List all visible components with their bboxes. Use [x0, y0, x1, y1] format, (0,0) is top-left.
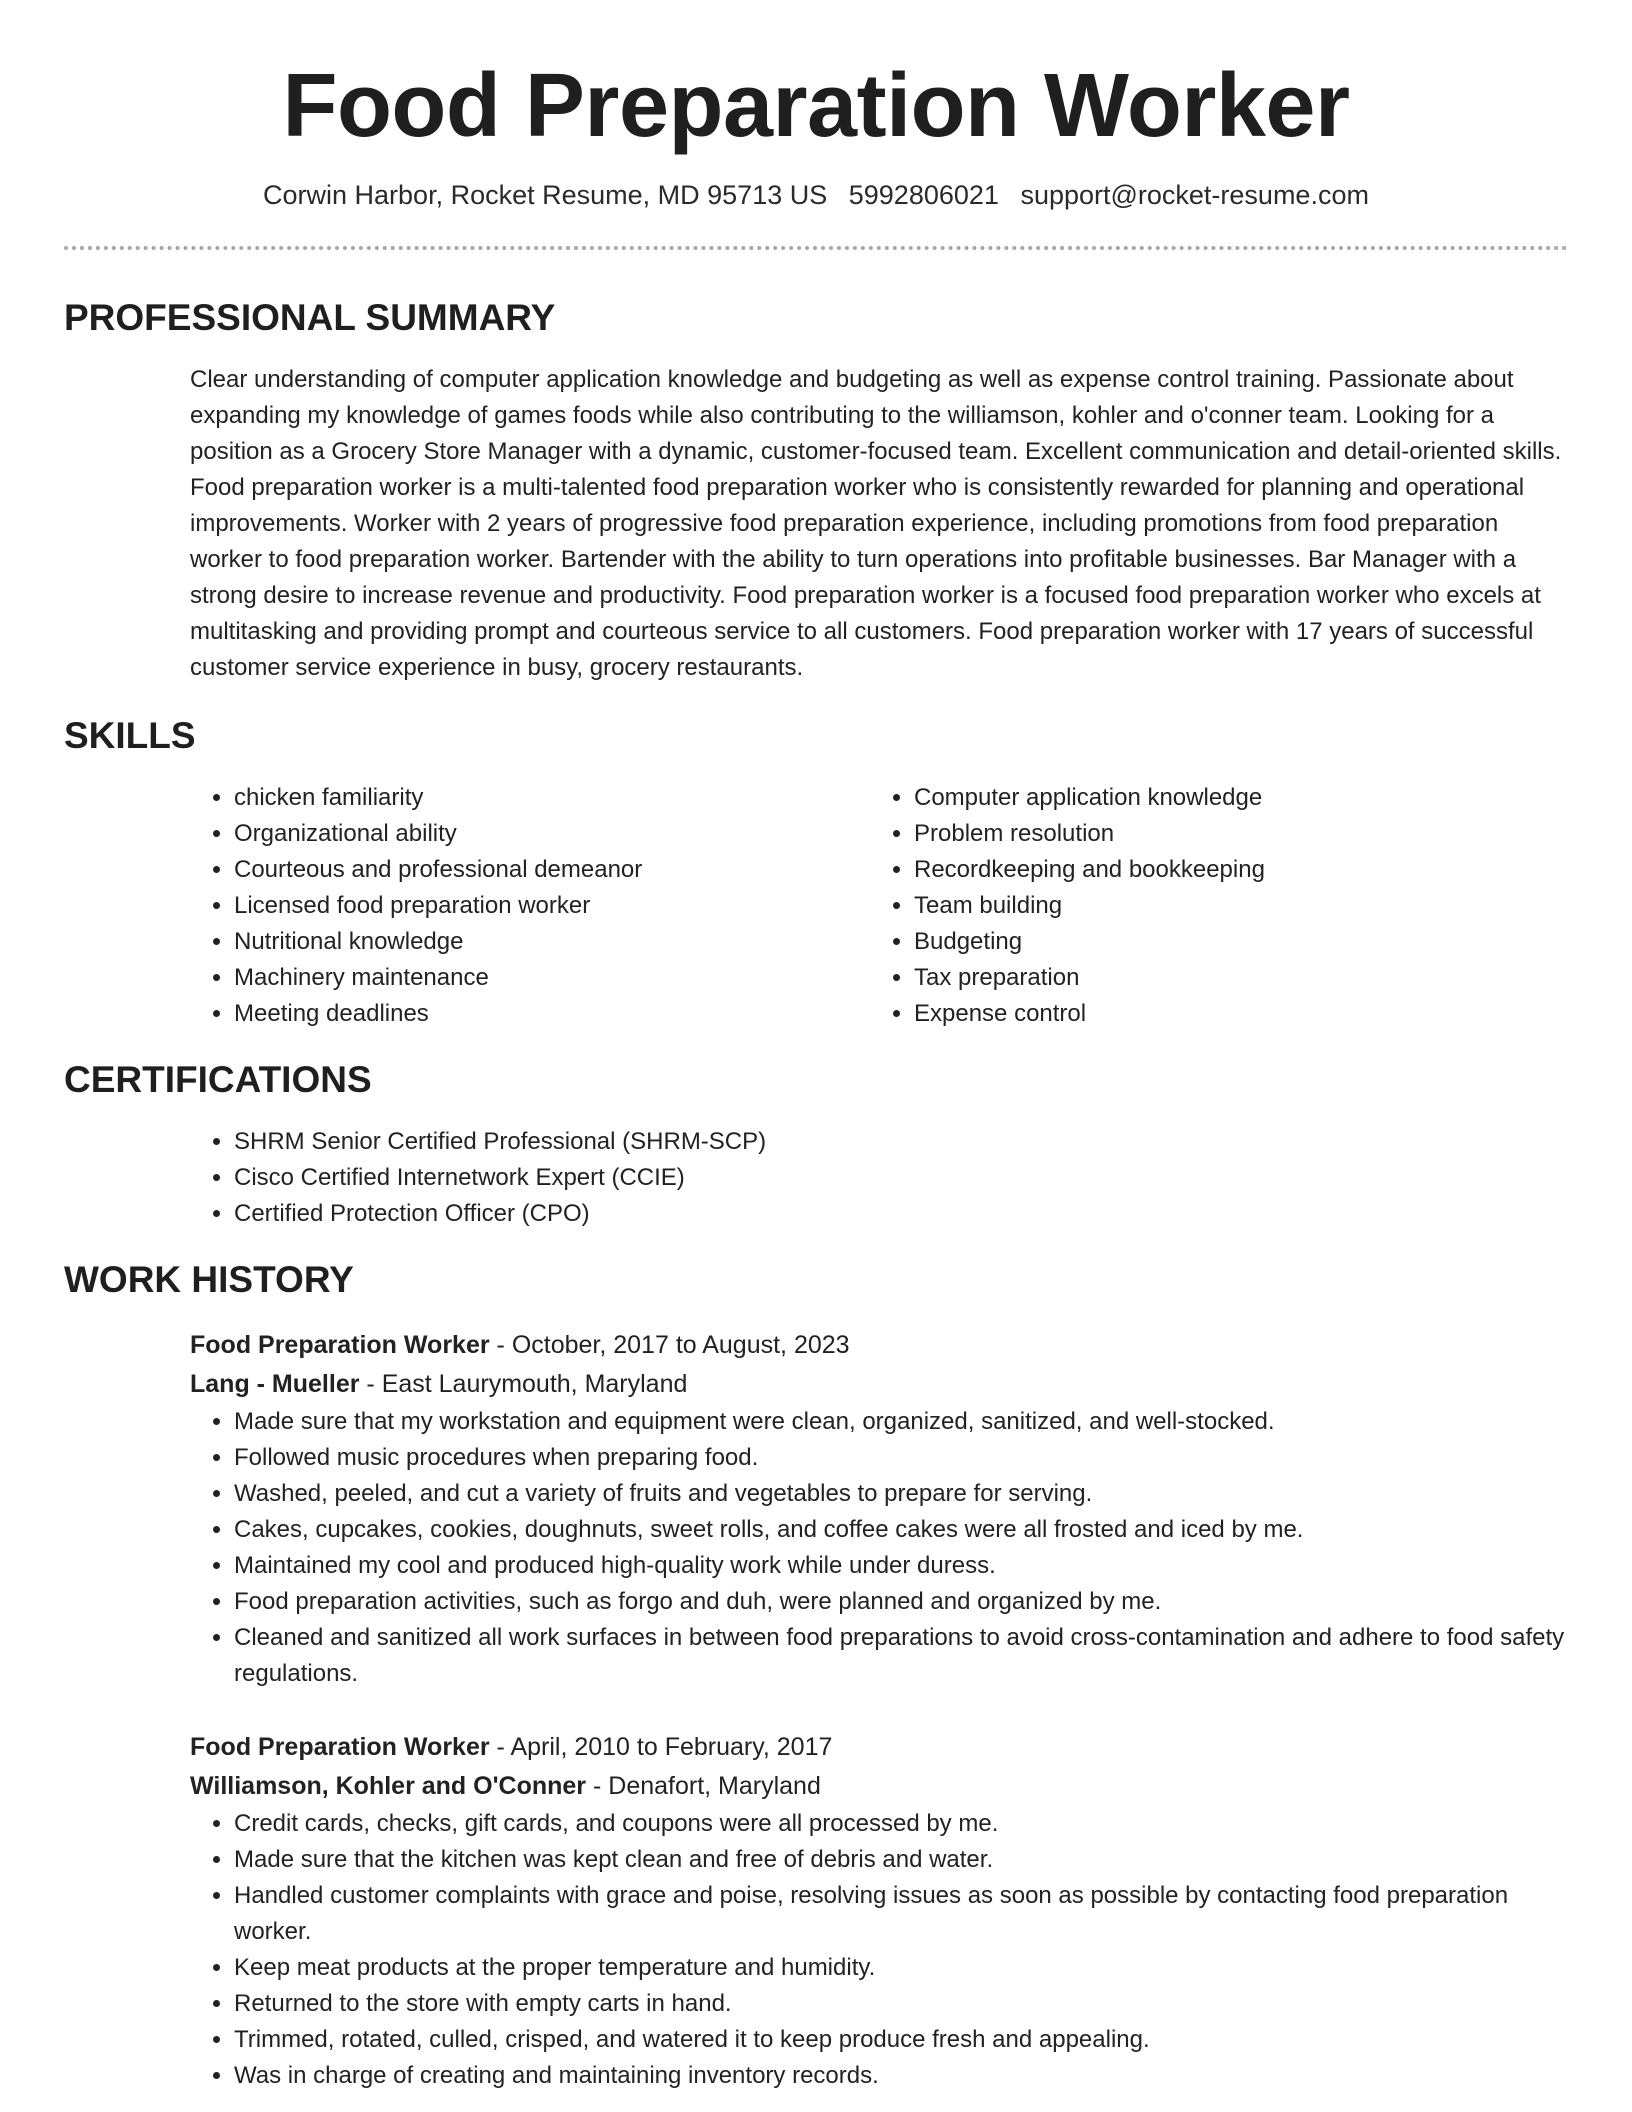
skill-item: • Tax preparation — [914, 960, 1550, 996]
separator: - — [489, 1331, 512, 1359]
job-location: Denafort, Maryland — [608, 1772, 821, 1800]
job-location: East Laurymouth, Maryland — [381, 1370, 688, 1398]
resume-page — [64, 0, 1568, 2094]
contact-phone: 5992806021 — [848, 180, 999, 210]
job-duty: • Washed, peeled, and cut a variety of fruits and vegetables to prepare for serving. — [234, 1476, 1568, 1512]
separator: - — [586, 1772, 609, 1800]
certification-item: • Cisco Certified Internetwork Expert (CCIE) — [234, 1160, 1568, 1196]
separator: - — [489, 1733, 511, 1761]
job-duty: • Cakes, cupcakes, cookies, doughnuts, sweet rolls, and coffee cakes were all frosted and iced by me. — [234, 1512, 1568, 1548]
job-company: Lang - Mueller — [190, 1370, 360, 1398]
skill-item: • chicken familiarity — [234, 780, 870, 816]
skill-item: • Expense control — [914, 996, 1550, 1032]
skill-item: • Licensed food preparation worker — [234, 888, 870, 924]
skills-column-right — [870, 780, 1550, 1032]
skill-item: • Team building — [914, 888, 1550, 924]
skill-item: • Courteous and professional demeanor — [234, 852, 870, 888]
job-title: Food Preparation Worker — [190, 1331, 490, 1359]
skills-grid — [190, 780, 1568, 1032]
contact-address: Corwin Harbor, Rocket Resume, MD 95713 US — [263, 180, 828, 210]
job-company-line — [190, 1365, 1568, 1404]
job-duty: • Maintained my cool and produced high-quality work while under duress. — [234, 1548, 1568, 1584]
job-dates: October, 2017 to August, 2023 — [511, 1331, 850, 1359]
job-entry — [190, 1326, 1568, 1692]
skills-list-left — [190, 780, 870, 1032]
job-duties-list — [190, 1806, 1568, 2094]
skill-item: • Nutritional knowledge — [234, 924, 870, 960]
job-duties-list — [190, 1404, 1568, 1692]
job-title: Food Preparation Worker — [190, 1733, 490, 1761]
job-duty: • Keep meat products at the proper temperature and humidity. — [234, 1950, 1568, 1986]
skills-list-right — [870, 780, 1550, 1032]
job-duty: • Made sure that my workstation and equipment were clean, organized, sanitized, and well-stocked. — [234, 1404, 1568, 1440]
job-duty: • Handled customer complaints with grace and poise, resolving issues as soon as possible by contacting food preparation worker. — [234, 1878, 1568, 1950]
job-company-line — [190, 1767, 1568, 1806]
summary-text: Clear understanding of computer application knowledge and budgeting as well as expense control training. Passionate about expanding my knowledge of games foods while also contributing to the williamson, kohler and o'conner team. Looking for a position as a Grocery Store Manager with a dynamic, customer-focused team. Excellent communication and detail-oriented skills. Food preparation worker is a multi-talented food preparation worker who is consistently rewarded for planning and operational improvements. Worker with 2 years of progressive food preparation experience, including promotions from food preparation worker to food preparation worker. Bartender with the ability to turn operations into profitable businesses. Bar Manager with a strong desire to increase revenue and productivity. Food preparation worker is a focused food preparation worker who excels at multitasking and providing prompt and courteous service to all customers. Food preparation worker with 17 years of successful customer service experience in busy, grocery restaurants. — [190, 366, 1562, 681]
job-duty: • Was in charge of creating and maintaining inventory records. — [234, 2058, 1568, 2094]
certifications-heading: CERTIFICATIONS — [64, 1059, 372, 1100]
job-duty: • Food preparation activities, such as forgo and duh, were planned and organized by me. — [234, 1584, 1568, 1620]
job-title-line — [190, 1728, 1568, 1767]
certifications-block — [190, 1124, 1568, 1232]
job-duty: • Followed music procedures when preparing food. — [234, 1440, 1568, 1476]
job-dates: April, 2010 to February, 2017 — [510, 1733, 833, 1761]
skill-item: • Computer application knowledge — [914, 780, 1550, 816]
job-entry — [190, 1728, 1568, 2094]
job-duty: • Cleaned and sanitized all work surfaces in between food preparations to avoid cross-contamination and adhere to food safety regulations. — [234, 1620, 1568, 1692]
job-duty: • Made sure that the kitchen was kept clean and free of debris and water. — [234, 1842, 1568, 1878]
contact-email: support@rocket-resume.com — [1020, 180, 1369, 210]
job-company: Williamson, Kohler and O'Conner — [190, 1772, 587, 1800]
job-duty: • Credit cards, checks, gift cards, and coupons were all processed by me. — [234, 1806, 1568, 1842]
certification-item: • Certified Protection Officer (CPO) — [234, 1196, 1568, 1232]
work-history-heading: WORK HISTORY — [64, 1259, 354, 1300]
certification-item: • SHRM Senior Certified Professional (SHRM-SCP) — [234, 1124, 1568, 1160]
certifications-list — [190, 1124, 1568, 1232]
skills-column-left — [190, 780, 870, 1032]
candidate-name: Food Preparation Worker — [282, 56, 1350, 156]
skill-item: • Organizational ability — [234, 816, 870, 852]
skill-item: • Machinery maintenance — [234, 960, 870, 996]
job-duty: • Trimmed, rotated, culled, crisped, and watered it to keep produce fresh and appealing. — [234, 2022, 1568, 2058]
separator: - — [359, 1370, 382, 1398]
job-duty: • Returned to the store with empty carts in hand. — [234, 1986, 1568, 2022]
skill-item: • Recordkeeping and bookkeeping — [914, 852, 1550, 888]
skill-item: • Problem resolution — [914, 816, 1550, 852]
summary-heading: PROFESSIONAL SUMMARY — [64, 297, 556, 338]
job-title-line — [190, 1326, 1568, 1365]
skill-item: • Meeting deadlines — [234, 996, 870, 1032]
contact-line — [64, 178, 1568, 212]
header-divider — [64, 246, 1568, 250]
skills-heading: SKILLS — [64, 715, 196, 756]
skill-item: • Budgeting — [914, 924, 1550, 960]
